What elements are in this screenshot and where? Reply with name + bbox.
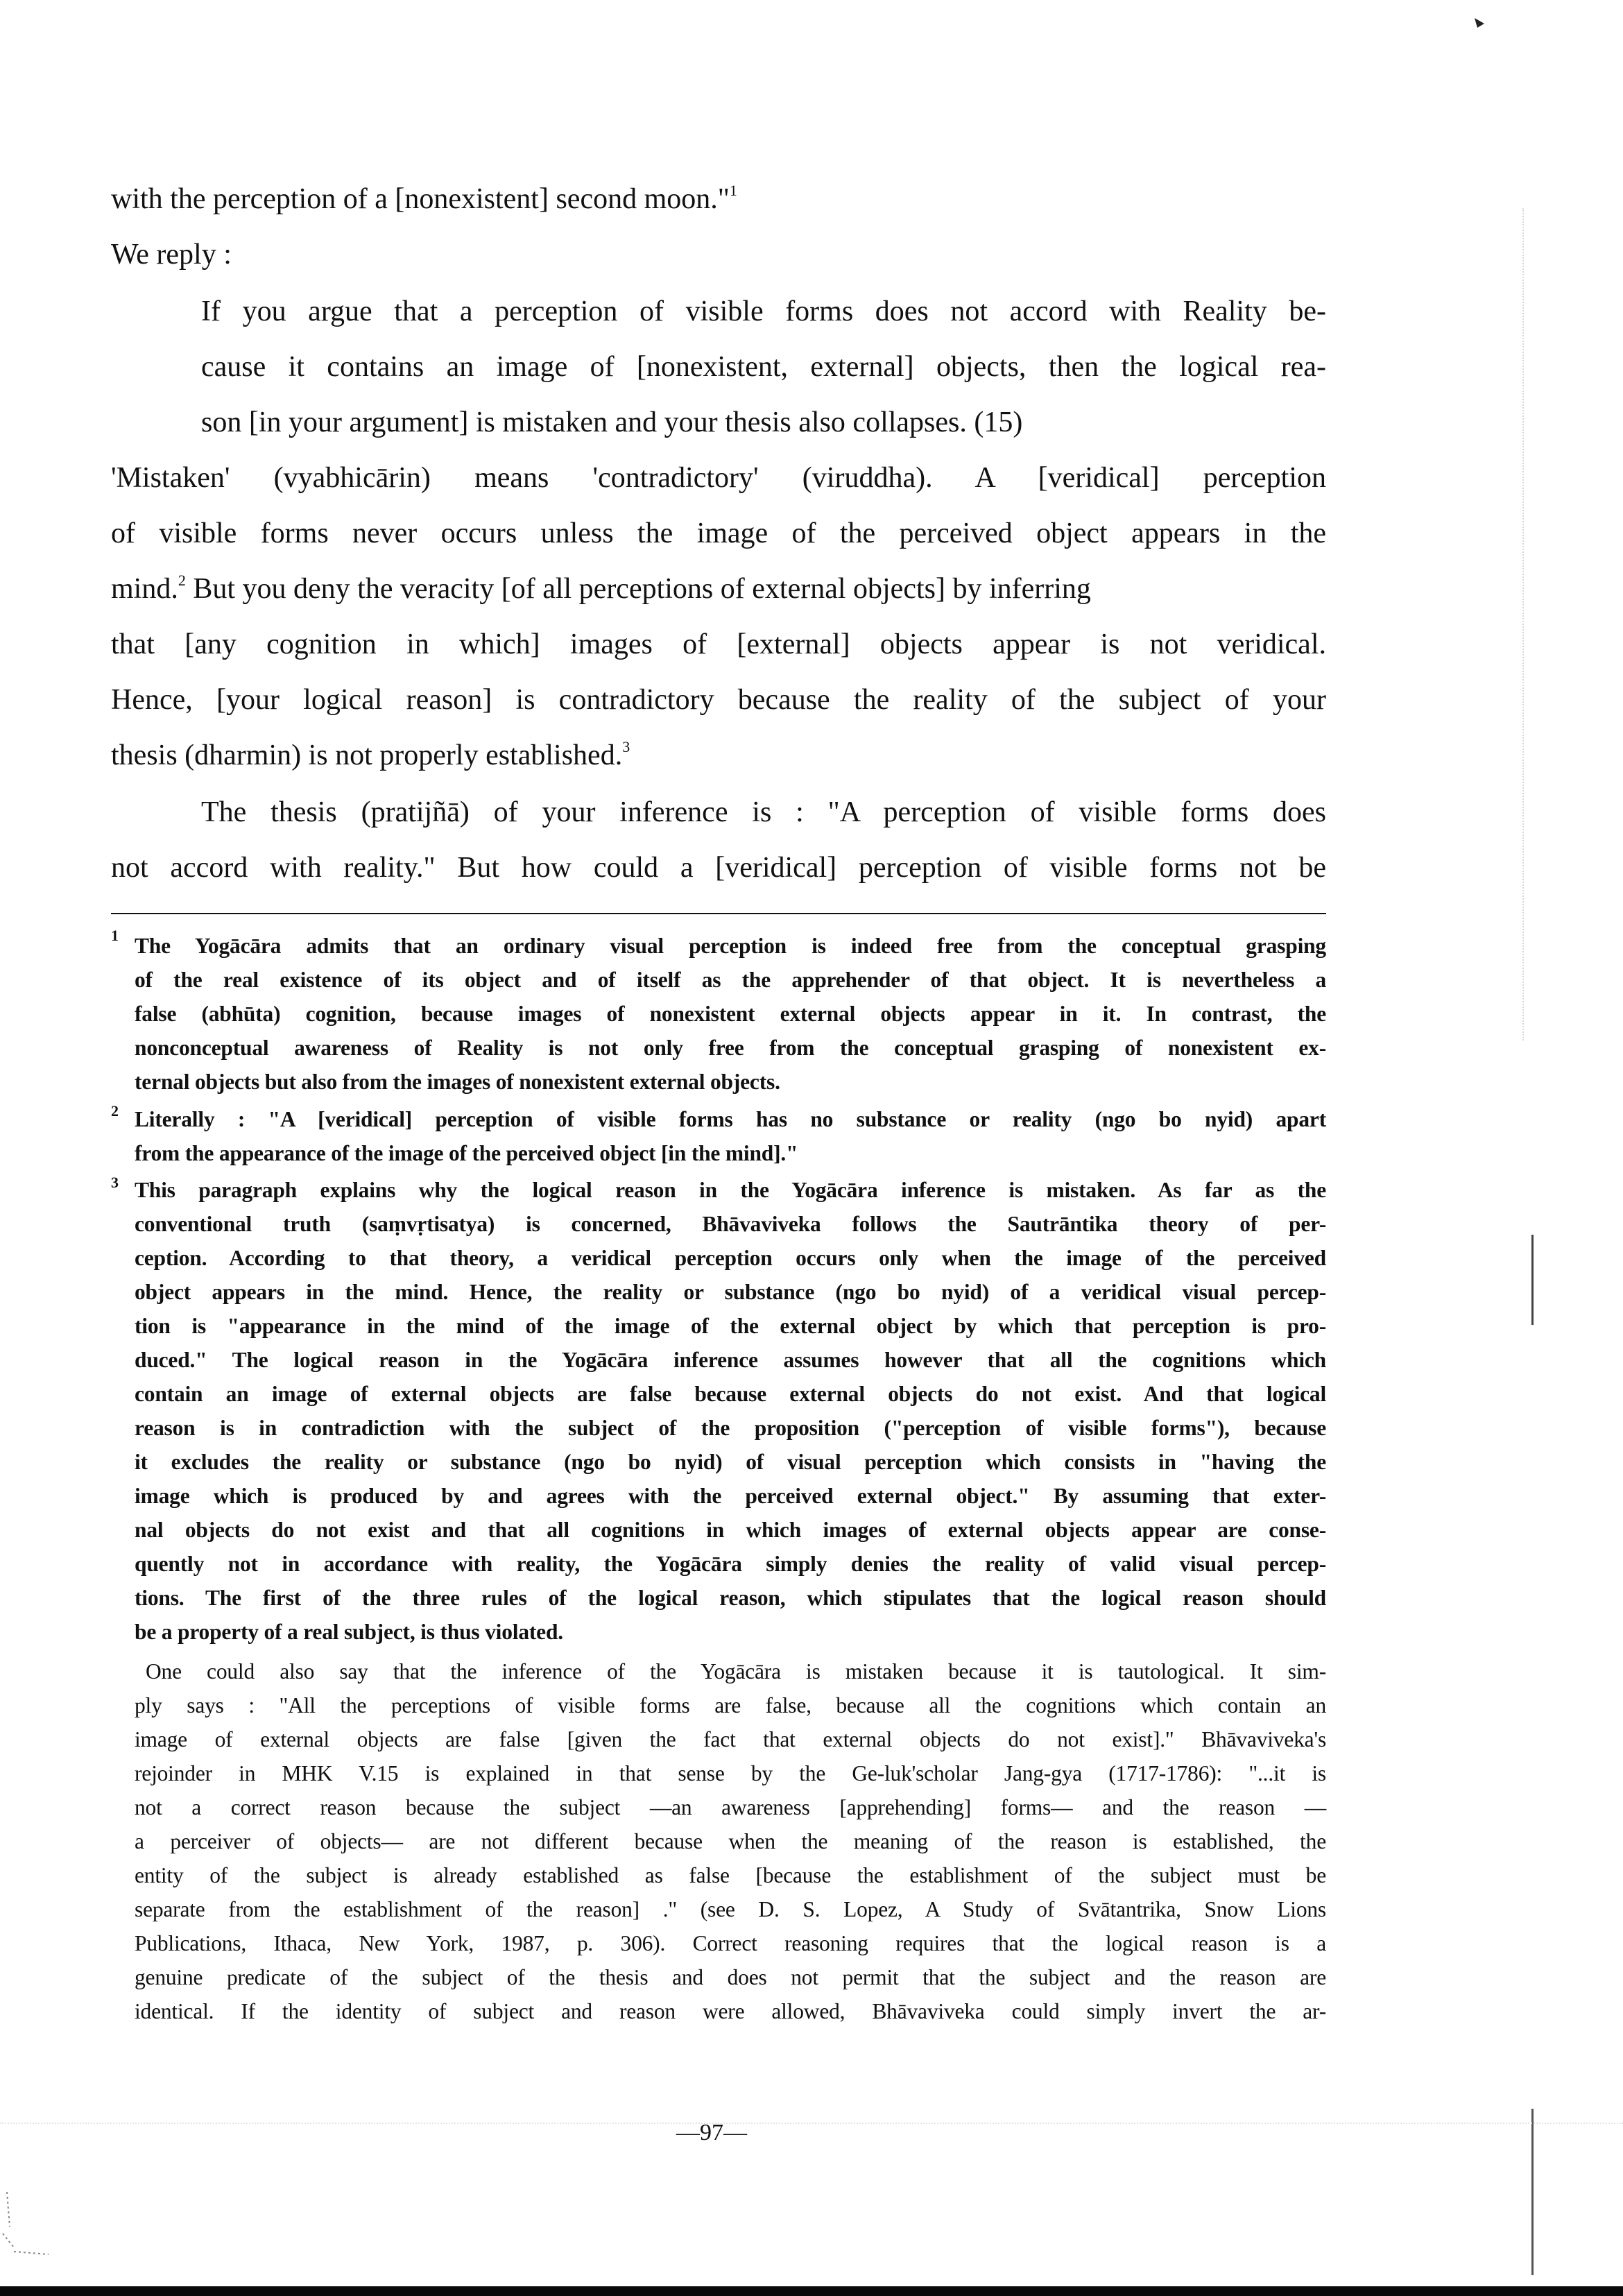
footnote-line: Publications, Ithaca, New York, 1987, p. 306). Correct reasoning requires that the logical reason is a <box>135 1931 1326 1955</box>
footnote-line: from the appearance of the image of the perceived object [in the mind]." <box>135 1141 798 1165</box>
scan-bottom-edge <box>0 2286 1623 2296</box>
footnote-line: separate from the establishment of the reason] ." (see D. S. Lopez, A Study of Svātantrika, Snow Lions <box>135 1897 1326 1921</box>
footnote-line: of the real existence of its object and of itself as the apprehender of that object. It is nevertheless a <box>135 968 1326 992</box>
footnote-separator <box>111 913 1326 914</box>
scan-margin-line <box>1531 1235 1534 1325</box>
footnote-line: entity of the subject is already established as false [because the establishment of the subject must be <box>135 1863 1326 1887</box>
footnote-line: not a correct reason because the subject —an awareness [apprehending] forms— and the reason — <box>135 1795 1326 1819</box>
footnote-line: rejoinder in MHK V.15 is explained in that sense by the Ge-luk'scholar Jang-gya (1717-1786): "...it is <box>135 1761 1326 1785</box>
footnote-number-3: 3 <box>111 1174 119 1191</box>
scan-band <box>0 2123 1623 2124</box>
footnote-line: Literally : "A [veridical] perception of visible forms has no substance or reality (ngo bo nyid) apart <box>135 1107 1326 1131</box>
footnote-number-1: 1 <box>111 927 119 944</box>
footnote-line: it excludes the reality or substance (ngo bo nyid) of visual perception which consists in "having the <box>135 1450 1326 1474</box>
footnote-ref-2: 2 <box>178 572 186 589</box>
footnote-line: tions. The first of the three rules of the logical reason, which stipulates that the logical reason should <box>135 1586 1326 1610</box>
text-line: with the perception of a [nonexistent] second moon."$^1$ <box>111 182 737 215</box>
footnote-line: genuine predicate of the subject of the thesis and does not permit that the subject and the reason are <box>135 1965 1326 1989</box>
scan-mark <box>1470 14 1491 35</box>
text-line: of visible forms never occurs unless the image of the perceived object appears in the <box>111 517 1326 549</box>
footnote-line: nal objects do not exist and that all cognitions in which images of external objects appear are conse- <box>135 1518 1326 1542</box>
footnote-line: tion is "appearance in the mind of the image of the external object by which that perception is pro- <box>135 1314 1326 1338</box>
scan-corner-smudge <box>0 2185 62 2261</box>
footnote-ref-3: 3 <box>622 738 630 755</box>
footnote-line: nonconceptual awareness of Reality is not only free from the conceptual grasping of nonexistent ex- <box>135 1036 1326 1060</box>
text-line: The thesis (pratijñā) of your inference is : "A perception of visible forms does <box>201 796 1326 828</box>
page-number: —97— <box>676 2120 747 2145</box>
footnote-line: ply says : "All the perceptions of visible forms are false, because all the cognitions which contain an <box>135 1693 1326 1717</box>
text-line: cause it contains an image of [nonexistent, external] objects, then the logical rea- <box>201 351 1326 383</box>
footnote-line: reason is in contradiction with the subject of the proposition ("perception of visible forms"), because <box>135 1416 1326 1440</box>
footnote-line: The Yogācāra admits that an ordinary visual perception is indeed free from the conceptual grasping <box>135 934 1326 958</box>
text-line: If you argue that a perception of visible forms does not accord with Reality be- <box>201 295 1326 327</box>
text-line: Hence, [your logical reason] is contradictory because the reality of the subject of your <box>111 684 1326 716</box>
footnote-line: ception. According to that theory, a veridical perception occurs only when the image of the perceived <box>135 1246 1326 1270</box>
text-line: thesis (dharmin) is not properly established.$^3$ <box>111 738 630 771</box>
text-line: mind.$^2$ But you deny the veracity [of all perceptions of external objects] by inferring <box>111 572 1091 605</box>
footnote-line: false (abhūta) cognition, because images of nonexistent external objects appear in it. In contrast, the <box>135 1002 1326 1026</box>
footnote-number-2: 2 <box>111 1102 119 1120</box>
footnote-line: quently not in accordance with reality, the Yogācāra simply denies the reality of valid visual percep- <box>135 1552 1326 1576</box>
footnote-line: object appears in the mind. Hence, the reality or substance (ngo bo nyid) of a veridical visual percep- <box>135 1280 1326 1304</box>
footnote-line: duced." The logical reason in the Yogācāra inference assumes however that all the cognitions which <box>135 1348 1326 1372</box>
footnote-line: One could also say that the inference of the Yogācāra is mistaken because it is tautological. It sim- <box>146 1659 1326 1684</box>
text-line: son [in your argument] is mistaken and your thesis also collapses. (15) <box>201 406 1023 438</box>
footnote-ref-1: 1 <box>729 182 737 199</box>
footnote-line: be a property of a real subject, is thus violated. <box>135 1620 563 1644</box>
footnote-line: This paragraph explains why the logical reason in the Yogācāra inference is mistaken. As far as the <box>135 1178 1326 1202</box>
footnote-line: contain an image of external objects are false because external objects do not exist. And that logical <box>135 1382 1326 1406</box>
footnote-line: a perceiver of objects— are not different because when the meaning of the reason is established, the <box>135 1829 1326 1853</box>
scan-margin-dots <box>1522 208 1525 1040</box>
footnote-line: image which is produced by and agrees with the perceived external object." By assuming that exter- <box>135 1484 1326 1508</box>
text-line: that [any cognition in which] images of [external] objects appear is not veridical. <box>111 628 1326 660</box>
footnote-line: conventional truth (saṃvṛtisatya) is concerned, Bhāvaviveka follows the Sautrāntika theory of per- <box>135 1212 1326 1236</box>
footnote-line: image of external objects are false [given the fact that external objects do not exist]." Bhāvaviveka's <box>135 1727 1326 1751</box>
footnote-line: ternal objects but also from the images of nonexistent external objects. <box>135 1070 780 1094</box>
footnote-line: identical. If the identity of subject and reason were allowed, Bhāvaviveka could simply invert the ar- <box>135 1999 1326 2023</box>
scan-margin-line <box>1531 2109 1534 2275</box>
text-line: 'Mistaken' (vyabhicārin) means 'contradictory' (viruddha). A [veridical] perception <box>111 462 1326 494</box>
text-line: We reply : <box>111 239 232 271</box>
text-line: not accord with reality." But how could a [veridical] perception of visible forms not be <box>111 852 1326 884</box>
